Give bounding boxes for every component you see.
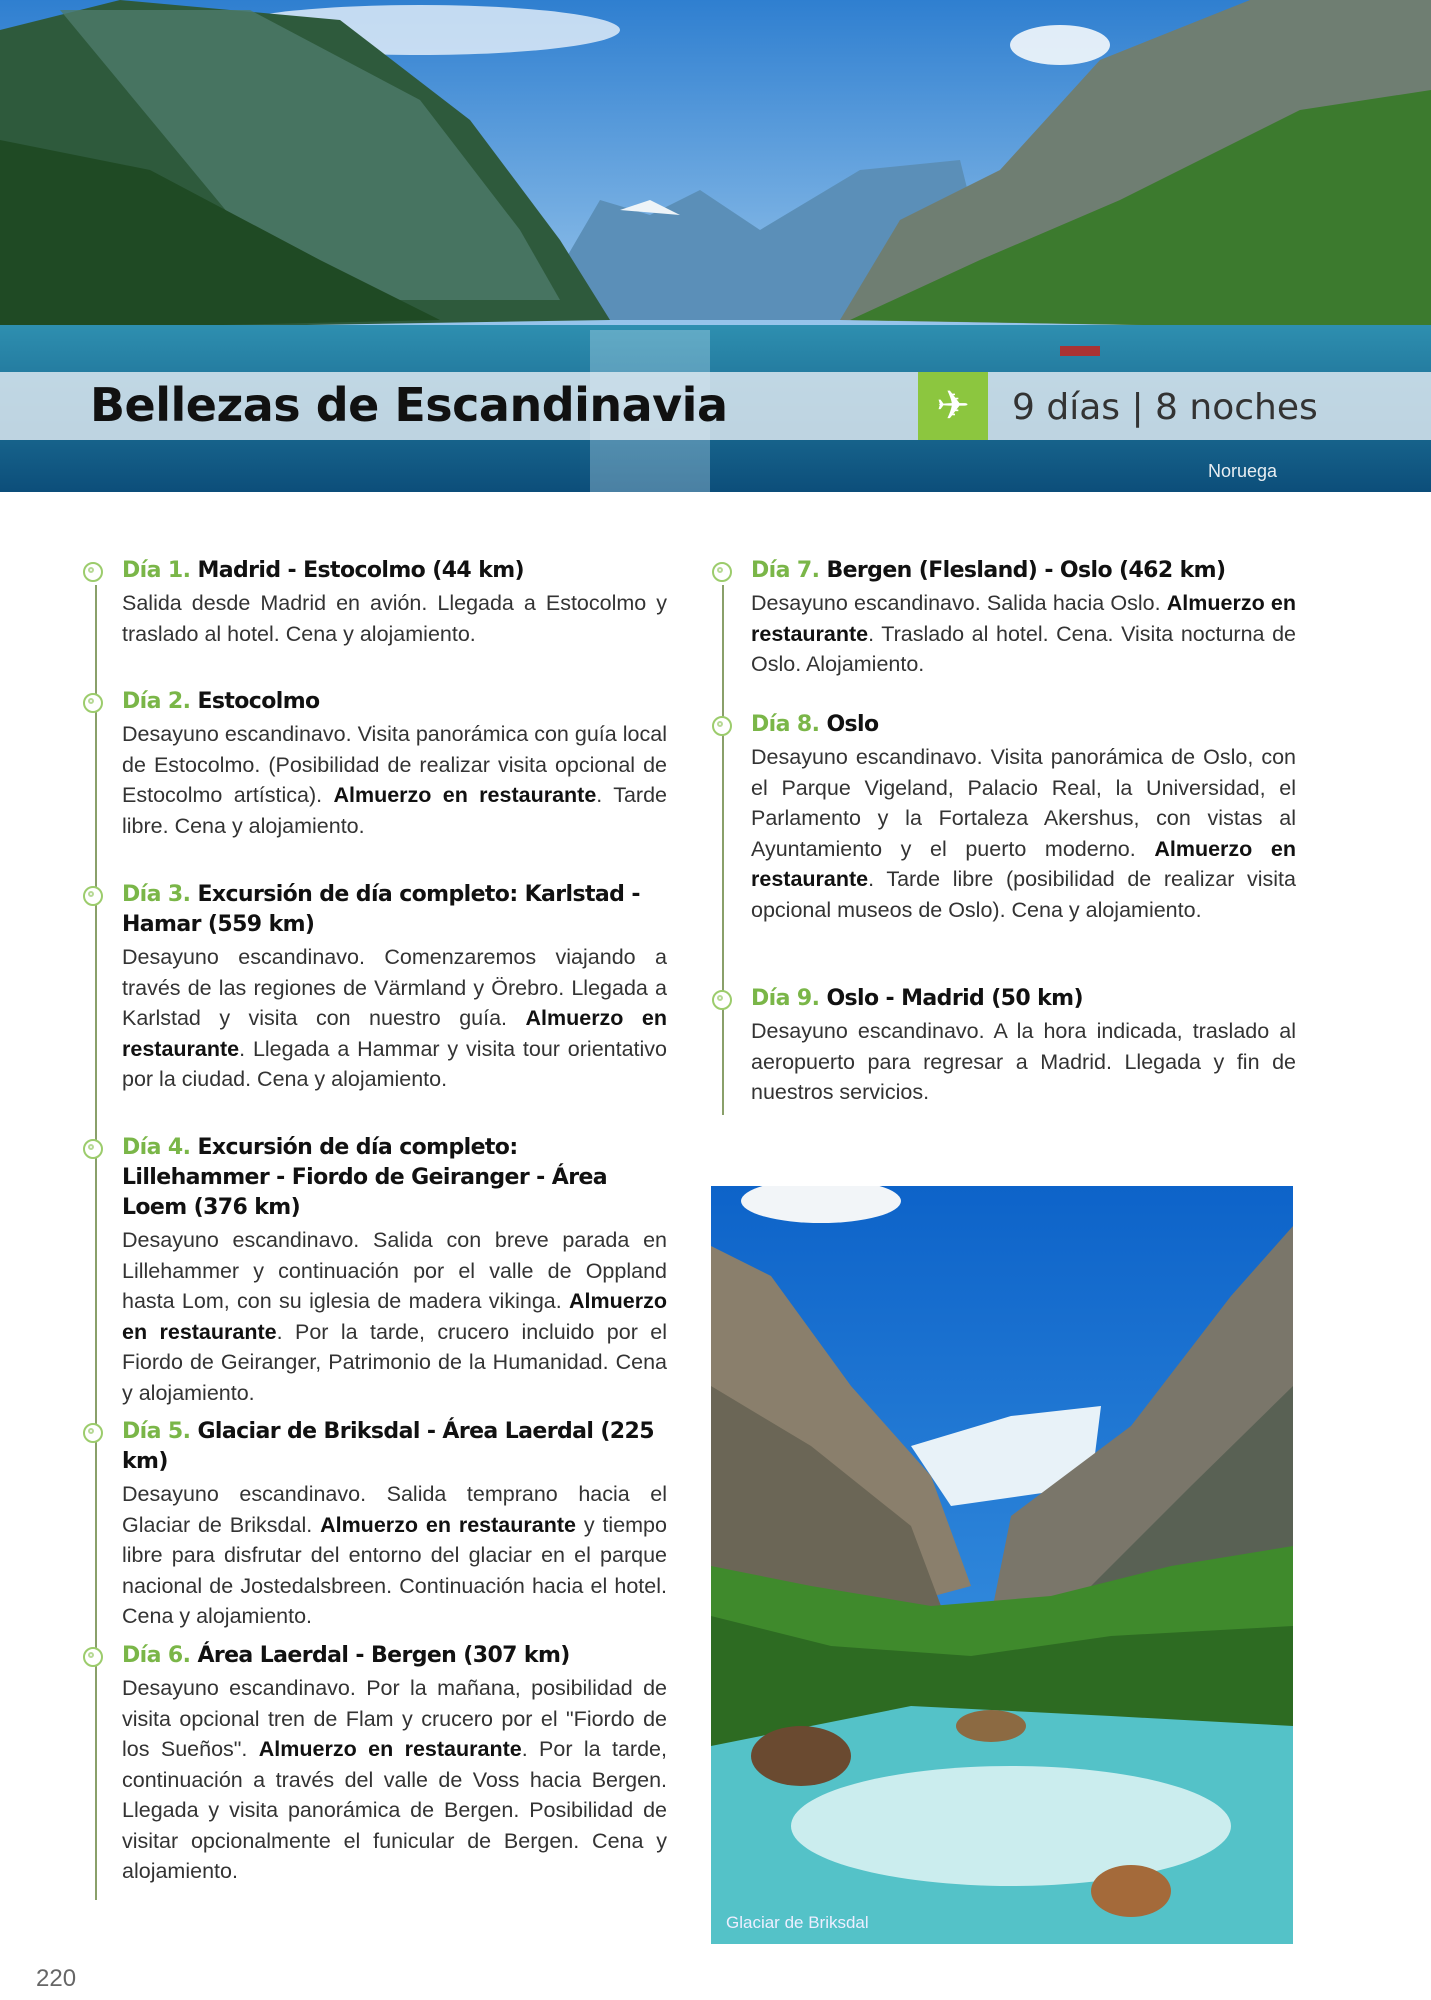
day-number: Día 7. bbox=[751, 558, 820, 583]
trip-duration: 9 días | 8 noches bbox=[1012, 387, 1318, 428]
timeline-bullet-icon bbox=[83, 886, 103, 906]
timeline-bullet-icon bbox=[712, 562, 732, 582]
page-number: 220 bbox=[36, 1965, 77, 1992]
day-heading bbox=[122, 1641, 667, 1671]
itinerary-day-8 bbox=[751, 710, 1296, 925]
timeline-bullet-icon bbox=[83, 1423, 103, 1443]
day-description bbox=[122, 1479, 667, 1632]
day-number: Día 2. bbox=[122, 689, 191, 714]
timeline-bullet-icon bbox=[712, 716, 732, 736]
day-title: Excursión de día completo: Karlstad - Hamar (559 km) bbox=[122, 882, 640, 937]
day-number: Día 9. bbox=[751, 986, 820, 1011]
description-text: Desayuno escandinavo. Por la mañana, posibilidad de visita opcional tren de Flam y crucero por el "Fiordo de los Sueños". bbox=[122, 1676, 667, 1761]
description-text: Desayuno escandinavo. Visita panorámica con guía local de Estocolmo. (Posibilidad de realizar visita opcional de Estocolmo artística). bbox=[122, 722, 667, 807]
day-description bbox=[751, 588, 1296, 680]
country-label: Noruega bbox=[1208, 461, 1278, 481]
itinerary-day-1 bbox=[122, 556, 667, 649]
description-text: . Tarde libre. Cena y alojamiento. bbox=[122, 783, 667, 838]
description-highlight: Almuerzo en restaurante bbox=[122, 1006, 667, 1061]
day-heading bbox=[751, 984, 1296, 1014]
day-title: Área Laerdal - Bergen (307 km) bbox=[197, 1643, 570, 1668]
day-description bbox=[122, 1225, 667, 1408]
timeline-bullet-icon bbox=[83, 1139, 103, 1159]
timeline-bullet-icon bbox=[83, 693, 103, 713]
itinerary-day-2 bbox=[122, 687, 667, 841]
day-title: Oslo bbox=[826, 712, 879, 737]
day-description bbox=[122, 1673, 667, 1887]
description-text: Desayuno escandinavo. Comenzaremos viajando a través de las regiones de Värmland y Örebro. Llegada a Karlstad y visita con nuestro guía. bbox=[122, 945, 667, 1030]
day-number: Día 4. bbox=[122, 1135, 191, 1160]
day-heading bbox=[122, 1417, 667, 1477]
description-text: . Traslado al hotel. Cena. Visita nocturna de Oslo. Alojamiento. bbox=[751, 621, 1296, 676]
day-description bbox=[751, 1016, 1296, 1108]
description-text: y tiempo libre para disfrutar del entorno del glaciar en el parque nacional de Jostedalsbreen. Continuación hacia el hotel. Cena y alojamiento. bbox=[122, 1512, 667, 1628]
day-number: Día 8. bbox=[751, 712, 820, 737]
day-number: Día 5. bbox=[122, 1419, 191, 1444]
description-text: Salida desde Madrid en avión. Llegada a Estocolmo y traslado al hotel. Cena y alojamiento. bbox=[122, 591, 667, 646]
day-description bbox=[751, 742, 1296, 925]
day-heading bbox=[751, 556, 1296, 586]
itinerary-day-3 bbox=[122, 880, 667, 1095]
timeline-line-right bbox=[722, 585, 724, 1115]
description-text: . Por la tarde, continuación a través del valle de Voss hacia Bergen. Llegada y visita panorámica de Bergen. Posibilidad de visitar opcionalmente el funicular de Bergen. Cena y alojamiento. bbox=[122, 1737, 667, 1883]
day-description bbox=[122, 588, 667, 649]
photo-briksdal-glacier bbox=[711, 1186, 1293, 1944]
description-text: Desayuno escandinavo. A la hora indicada, traslado al aeropuerto para regresar a Madrid. Llegada y fin de nuestros servicios. bbox=[751, 1019, 1296, 1104]
description-highlight: Almuerzo en restaurante bbox=[333, 783, 597, 807]
description-highlight: Almuerzo en restaurante bbox=[258, 1737, 522, 1761]
day-description bbox=[122, 942, 667, 1095]
description-text: Desayuno escandinavo. Salida temprano hacia el Glaciar de Briksdal. bbox=[122, 1482, 667, 1537]
timeline-line-left bbox=[95, 585, 97, 1900]
photo-caption: Glaciar de Briksdal bbox=[726, 1913, 869, 1932]
description-text: . Por la tarde, crucero incluido por el Fiordo de Geiranger, Patrimonio de la Humanidad. Cena y alojamiento. bbox=[122, 1319, 667, 1405]
itinerary-day-7 bbox=[751, 556, 1296, 680]
itinerary-day-9 bbox=[751, 984, 1296, 1108]
day-number: Día 3. bbox=[122, 882, 191, 907]
day-title: Estocolmo bbox=[197, 689, 320, 714]
description-text: . Tarde libre (posibilidad de realizar visita opcional museos de Oslo). Cena y alojamiento. bbox=[751, 867, 1296, 922]
day-title: Madrid - Estocolmo (44 km) bbox=[197, 558, 524, 583]
description-text: Desayuno escandinavo. Salida con breve parada en Lillehammer y continuación por el valle de Oppland hasta Lom, con su iglesia de madera vikinga. bbox=[122, 1228, 667, 1313]
day-title: Excursión de día completo: Lillehammer - Fiordo de Geiranger - Área Loem (376 km) bbox=[122, 1135, 608, 1220]
description-text: Desayuno escandinavo. Visita panorámica de Oslo, con el Parque Vigeland, Palacio Real, la Universidad, el Parlamento y la Fortaleza Akershus, con vistas al Ayuntamiento y el puerto moderno. bbox=[751, 745, 1296, 861]
itinerary-day-6 bbox=[122, 1641, 667, 1887]
timeline-bullet-icon bbox=[712, 990, 732, 1010]
description-text: Desayuno escandinavo. Salida hacia Oslo. bbox=[751, 591, 1167, 615]
day-heading bbox=[122, 880, 667, 940]
day-title: Bergen (Flesland) - Oslo (462 km) bbox=[826, 558, 1226, 583]
day-number: Día 6. bbox=[122, 1643, 191, 1668]
description-highlight: Almuerzo en restaurante bbox=[751, 836, 1296, 891]
day-heading bbox=[122, 1133, 667, 1223]
description-highlight: Almuerzo en restaurante bbox=[751, 591, 1296, 646]
day-title: Oslo - Madrid (50 km) bbox=[826, 986, 1083, 1011]
itinerary-day-4 bbox=[122, 1133, 667, 1408]
itinerary-day-5 bbox=[122, 1417, 667, 1632]
day-description bbox=[122, 719, 667, 841]
timeline-bullet-icon bbox=[83, 1647, 103, 1667]
day-heading bbox=[122, 687, 667, 717]
timeline-bullet-icon bbox=[83, 562, 103, 582]
day-title: Glaciar de Briksdal - Área Laerdal (225 km) bbox=[122, 1419, 654, 1474]
day-heading bbox=[122, 556, 667, 586]
airplane-icon: ✈ bbox=[918, 372, 988, 440]
day-number: Día 1. bbox=[122, 558, 191, 583]
day-heading bbox=[751, 710, 1296, 740]
description-text: . Llegada a Hammar y visita tour orientativo por la ciudad. Cena y alojamiento. bbox=[122, 1036, 667, 1091]
description-highlight: Almuerzo en restaurante bbox=[122, 1289, 667, 1344]
description-highlight: Almuerzo en restaurante bbox=[320, 1512, 576, 1537]
page-title: Bellezas de Escandinavia bbox=[90, 378, 728, 432]
